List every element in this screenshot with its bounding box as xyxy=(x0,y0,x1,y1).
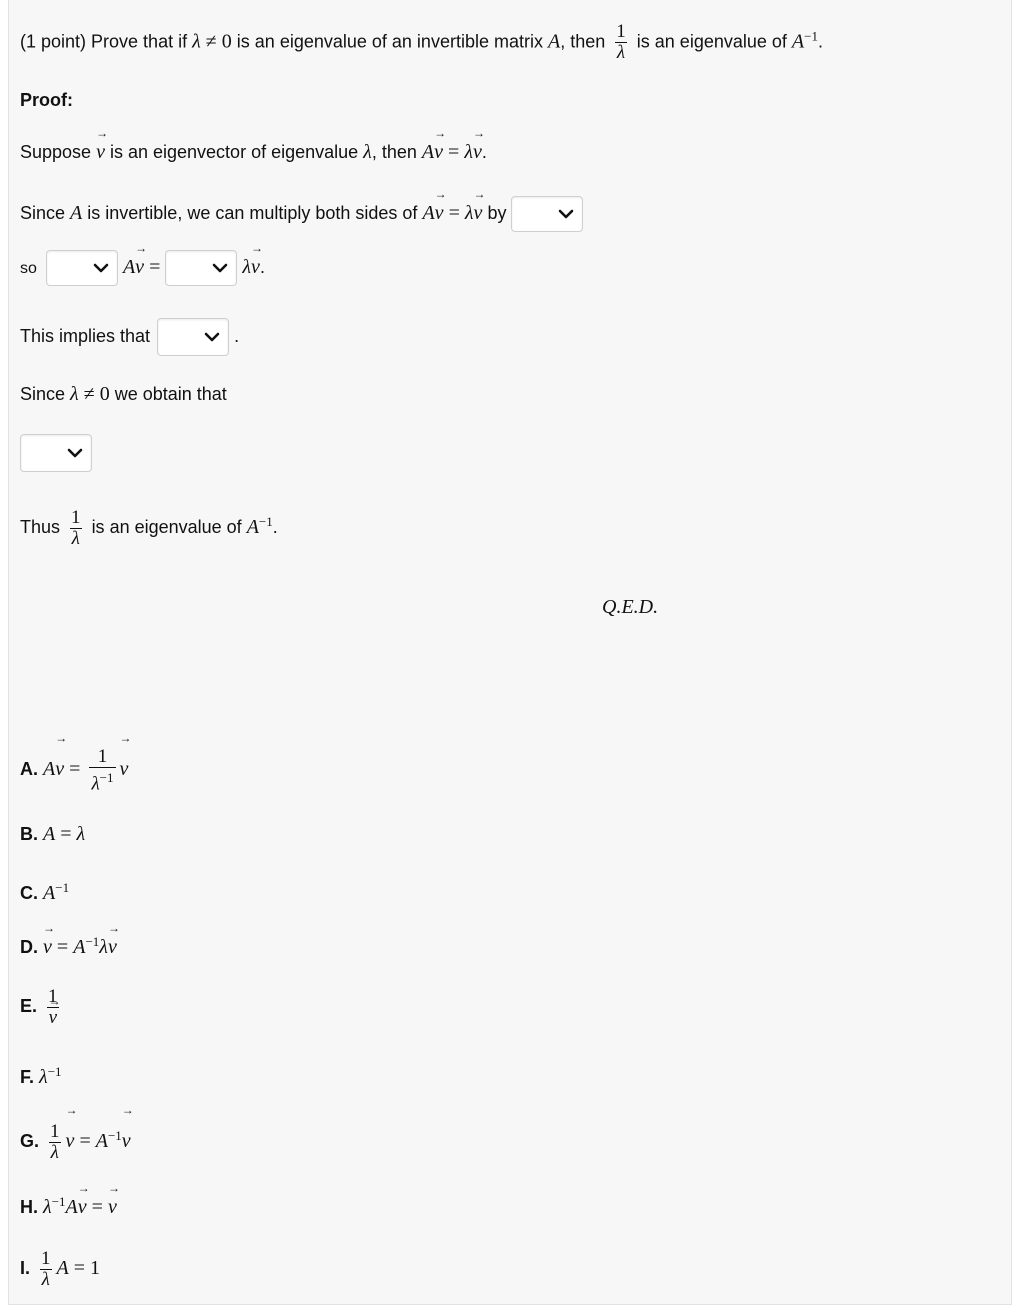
one-over-lambda: $\frac{1}{\lambda}$ xyxy=(71,506,81,549)
option-e: E. 1 → v xyxy=(20,982,64,1030)
so-left-select[interactable] xyxy=(46,250,118,286)
option-c: C. $A^{-1}$ xyxy=(20,880,70,904)
qed: Q.E.D. xyxy=(602,596,659,618)
option-d: D. → $v = A^{-1}\lambda\to v$ xyxy=(20,930,117,959)
option-i: I. $\frac{1}{\lambda}$ A = 1 xyxy=(20,1247,101,1290)
problem-statement: (1 point) Prove that if λ ≠ 0 is an eigenvalue of an invertible matrix A, then $\frac{1}{\lambda}$ is an eigenvalue of $A^{-1}$. xyxy=(20,21,823,63)
so-right-select[interactable] xyxy=(165,250,237,286)
chevron-down-icon xyxy=(204,329,220,345)
option-g: G. $\frac{1}{\lambda}$ → $v = A^{-1}\to v$ xyxy=(20,1112,131,1165)
proof-label: Proof: xyxy=(20,90,73,110)
one-over-lambda: $\frac{1}{\lambda}$ xyxy=(616,21,626,63)
obtain-select-row xyxy=(20,434,92,472)
thus-line: Thus $\frac{1}{\lambda}$ is an eigenvalue of $A^{-1}$. xyxy=(20,506,278,549)
so-line: so A→ v = λ→ v. xyxy=(20,250,265,286)
chevron-down-icon xyxy=(558,206,574,222)
implies-select[interactable] xyxy=(157,318,229,356)
problem-points: (1 point) Prove that if xyxy=(20,31,188,52)
invertible-line: Since A is invertible, we can multiply both sides of A→ v = λ→ v by xyxy=(20,196,583,232)
multiply-by-select[interactable] xyxy=(511,196,583,232)
obtain-select[interactable] xyxy=(20,434,92,472)
chevron-down-icon xyxy=(93,260,109,276)
chevron-down-icon xyxy=(212,260,228,276)
option-h: H. $\lambda^{-1}A\to v$ = → v xyxy=(20,1190,117,1219)
suppose-line: Suppose → v is an eigenvector of eigenvalue λ, then A→ v = λ→ v. xyxy=(20,140,487,164)
option-b: B. A = λ xyxy=(20,823,86,845)
option-a: A. A→ v = $\frac{1}{\lambda^{-1}}$ → v xyxy=(20,745,128,794)
implies-line: This implies that . xyxy=(20,318,239,356)
obtain-line: Since λ ≠ 0 we obtain that xyxy=(20,383,227,405)
chevron-down-icon xyxy=(67,445,83,461)
option-f: F. $\lambda^{-1}$ xyxy=(20,1064,62,1088)
